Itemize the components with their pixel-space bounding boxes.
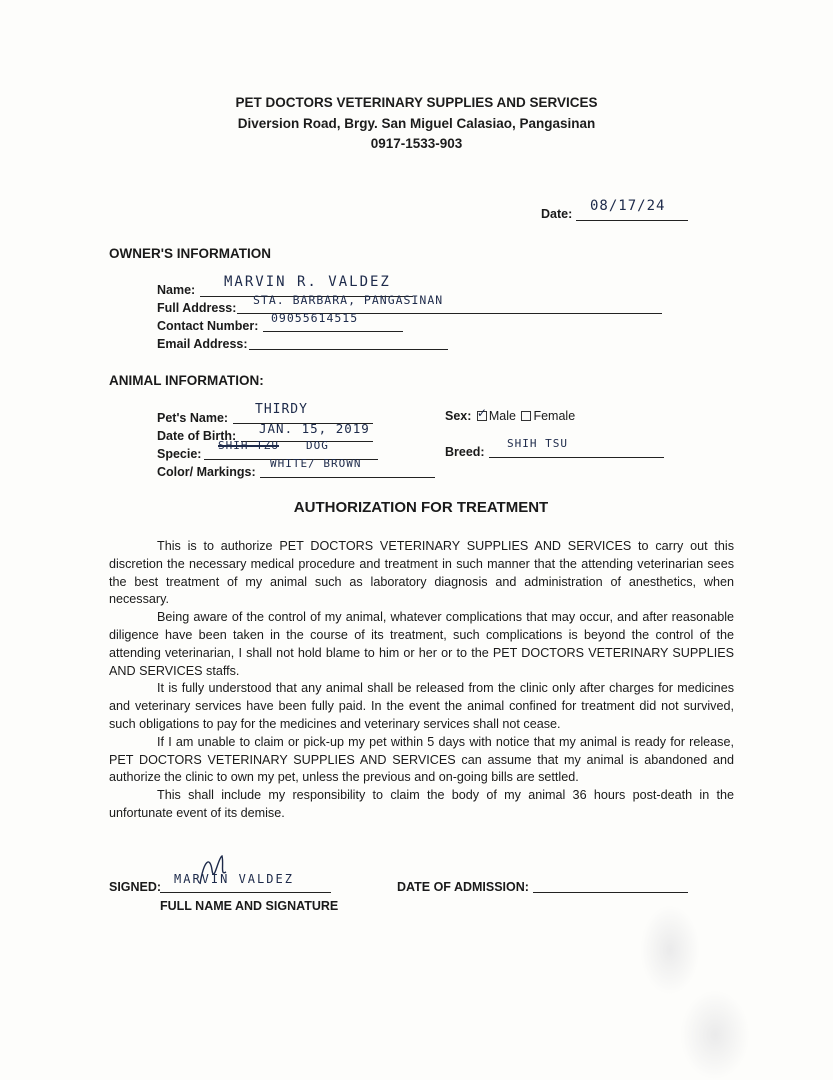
breed-field[interactable] xyxy=(489,437,664,458)
admission-label: DATE OF ADMISSION: xyxy=(397,880,529,894)
sex-female-label: Female xyxy=(533,409,576,423)
owner-address-label: Full Address: xyxy=(157,301,237,315)
owner-name-value: MARVIN R. VALDEZ xyxy=(224,274,391,290)
signature-field[interactable] xyxy=(160,872,331,893)
owner-address-value: STA. BARBARA, PANGASINAN xyxy=(253,293,444,307)
authorization-paragraph: This is to authorize PET DOCTORS VETERINARY SUPPLIES AND SERVICES to carry out this discretion the necessary medical procedure and treatment in such manner that the attending veterinarian sees the best treatment of my animal such as laboratory diagnosis and administration of anesthetics, when necessary. xyxy=(109,539,734,607)
owner-name-label: Name: xyxy=(157,283,196,297)
company-address: Diversion Road, Brgy. San Miguel Calasiao, Pangasinan xyxy=(237,116,596,131)
animal-heading: ANIMAL INFORMATION: xyxy=(109,373,264,388)
signed-value: MARVIN VALDEZ xyxy=(174,872,294,886)
owner-contact-value: 09055614515 xyxy=(271,311,359,325)
authorization-title: AUTHORIZATION FOR TREATMENT xyxy=(293,499,549,516)
sex-male-label: Male xyxy=(488,409,516,423)
company-name: PET DOCTORS VETERINARY SUPPLIES AND SERVICES xyxy=(235,95,598,110)
pet-name-value: THIRDY xyxy=(255,402,308,417)
sex-male-checkbox[interactable] xyxy=(477,411,487,421)
color-field[interactable] xyxy=(260,457,435,478)
authorization-paragraph: If I am unable to claim or pick-up my pet within 5 days with notice that my animal is ready for release, PET DOCTORS VETERINARY SUPPLIES AND SERVICES can assume that my animal is abandoned and authorize the clinic to own my pet, unless the previous and on-going bills are settled. xyxy=(109,734,734,785)
date-label: Date: xyxy=(541,207,573,221)
paper-smudge xyxy=(680,990,750,1080)
owner-email-field[interactable] xyxy=(249,333,448,350)
color-value: WHITE/ BROWN xyxy=(270,457,362,470)
owner-contact-field[interactable] xyxy=(263,311,403,332)
specie-struck-value: SHIH TZU xyxy=(218,439,279,452)
sex-label: Sex: xyxy=(445,409,472,423)
signed-label: SIGNED: xyxy=(109,880,162,894)
dob-value: JAN. 15, 2019 xyxy=(259,421,370,436)
specie-value: DOG xyxy=(306,439,329,452)
owner-contact-label: Contact Number: xyxy=(157,319,259,333)
admission-field[interactable] xyxy=(533,876,688,893)
date-value: 08/17/24 xyxy=(590,198,666,214)
owner-email-label: Email Address: xyxy=(157,337,248,351)
authorization-paragraph: Being aware of the control of my animal, whatever complications that may occur, and after reasonable diligence have been taken in the course of its treatment, such complications is beyond the control of the attending veterinarian, I shall not hold blame to him or her or to the PET DOCTORS VETERINARY SUPPLIES AND SERVICES staffs. xyxy=(109,610,734,678)
authorization-paragraph: It is fully understood that any animal shall be released from the clinic only after charges for medicines and veterinary services have been fully paid. In the event the animal confined for treatment did not survived, such obligations to pay for the medicines and veterinary services shall not cease. xyxy=(109,681,734,731)
sex-row xyxy=(445,409,575,423)
date-field[interactable] xyxy=(576,198,688,221)
specie-label: Specie: xyxy=(157,447,202,461)
authorization-body xyxy=(109,538,734,823)
breed-label: Breed: xyxy=(445,445,485,459)
signature-caption: FULL NAME AND SIGNATURE xyxy=(160,899,339,913)
owner-heading: OWNER'S INFORMATION xyxy=(109,246,271,261)
company-phone: 0917-1533-903 xyxy=(370,136,463,151)
sex-female-checkbox[interactable] xyxy=(521,411,531,421)
breed-value: SHIH TSU xyxy=(507,437,568,450)
authorization-paragraph: This shall include my responsibility to claim the body of my animal 36 hours post-death in the unfortunate event of its demise. xyxy=(109,788,734,820)
pet-name-label: Pet's Name: xyxy=(157,411,229,425)
dob-label: Date of Birth: xyxy=(157,429,237,443)
color-label: Color/ Markings: xyxy=(157,465,256,479)
paper-smudge xyxy=(640,905,700,995)
